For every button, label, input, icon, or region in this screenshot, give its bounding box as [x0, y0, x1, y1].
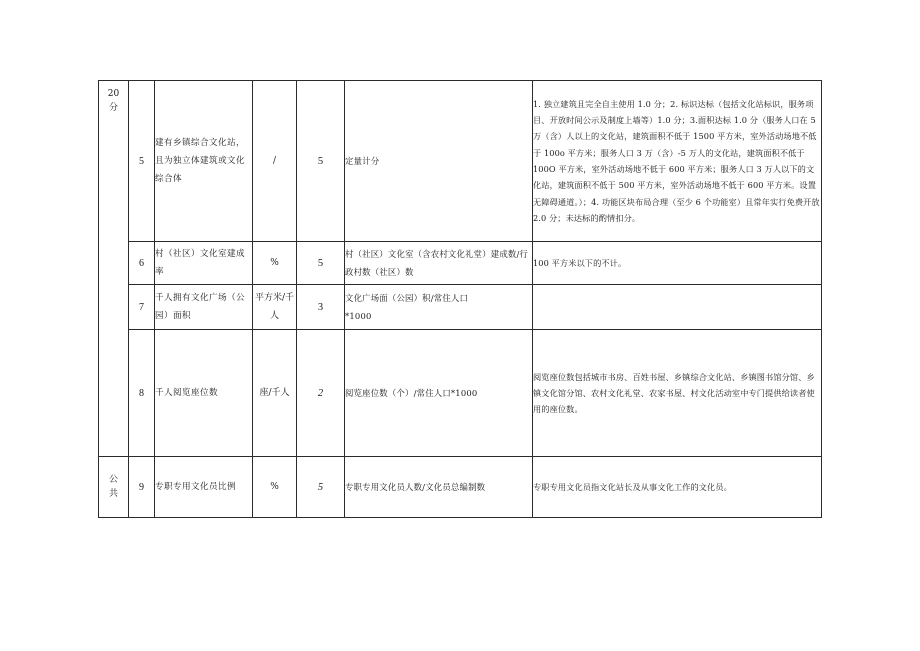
indicator-score: 5: [297, 457, 345, 518]
row-number: 8: [129, 330, 155, 457]
table-row: [99, 81, 822, 242]
scoring-note: 100 平方米以下的不计。: [533, 242, 822, 285]
scoring-method: 专职专用文化员人数/文化员总编制数: [345, 457, 533, 518]
indicator-name: 千人拥有文化广场（公园）面积: [155, 285, 253, 330]
category-cell: [99, 457, 129, 518]
scoring-note: 1. 独立建筑且完全自主使用 1.0 分；2. 标识达标（包括文化站标识，服务项目、开放时间公示及制度上墙等）1.0 分；3.面积达标 1.0 分（服务人口在 5 万（含）人以上的文化站，建筑面积不低于 1500 平方米，室外活动场地不低于 100o 平方米；服务人口 3 万（含）-5 万人的文化站，建筑面积不低于 100O 平方米，室外活动场地不低于 600 平方米；服务人口 3 万人以下的文化站，建筑面积不低于 500 平方米，室外活动场地不低于 600 平方米。设置无障碍通道。）；4. 功能区块布局合理（至少 6 个功能室）且常年实行免费开放 2.0 分；未达标的酌情扣分。: [533, 81, 822, 242]
scoring-note: 专职专用文化员指文化站长及从事文化工作的文化员。: [533, 457, 822, 518]
scoring-method: 阅览座位数（个）/常住人口*1000: [345, 330, 533, 457]
indicator-name: 专职专用文化员比例: [155, 457, 253, 518]
scoring-method: 定量计分: [345, 81, 533, 242]
scoring-note: 阅览座位数包括城市书房、百姓书屋、乡镇综合文化站、乡镇图书馆分馆、乡镇文化馆分馆、农村文化礼堂、农家书屋、村文化活动室中专门提供给读者使用的座位数。: [533, 330, 822, 457]
scoring-method: 村（社区）文化室（含农村文化礼堂）建成数/行政村数（社区）数: [345, 242, 533, 285]
category-cell: [99, 81, 129, 457]
category-label: 20 分: [107, 89, 120, 113]
indicator-name: 建有乡镇综合文化站，且为独立体建筑或文化综合体: [155, 81, 253, 242]
indicator-table-page: [98, 80, 821, 517]
indicator-unit: %: [253, 457, 297, 518]
row-number: 5: [129, 81, 155, 242]
row-number: 7: [129, 285, 155, 330]
indicator-unit: 座/千人: [253, 330, 297, 457]
table-row: [99, 285, 822, 330]
scoring-note: [533, 285, 822, 330]
category-label: 公 共: [108, 475, 118, 499]
indicator-unit: %: [253, 242, 297, 285]
row-number: 9: [129, 457, 155, 518]
indicator-score: 3: [297, 285, 345, 330]
scoring-method: 文化广场面（公园）积/常住人口 *1000: [345, 285, 533, 330]
indicator-score: 5: [297, 242, 345, 285]
indicator-name: 千人阅览座位数: [155, 330, 253, 457]
table-row: [99, 457, 822, 518]
indicator-name: 村（社区）文化室建成率: [155, 242, 253, 285]
table-row: [99, 242, 822, 285]
table-row: [99, 330, 822, 457]
indicator-score: 2: [297, 330, 345, 457]
indicator-unit: /: [253, 81, 297, 242]
row-number: 6: [129, 242, 155, 285]
indicator-table: [98, 80, 822, 518]
indicator-unit: 平方米/千人: [253, 285, 297, 330]
indicator-score: 5: [297, 81, 345, 242]
